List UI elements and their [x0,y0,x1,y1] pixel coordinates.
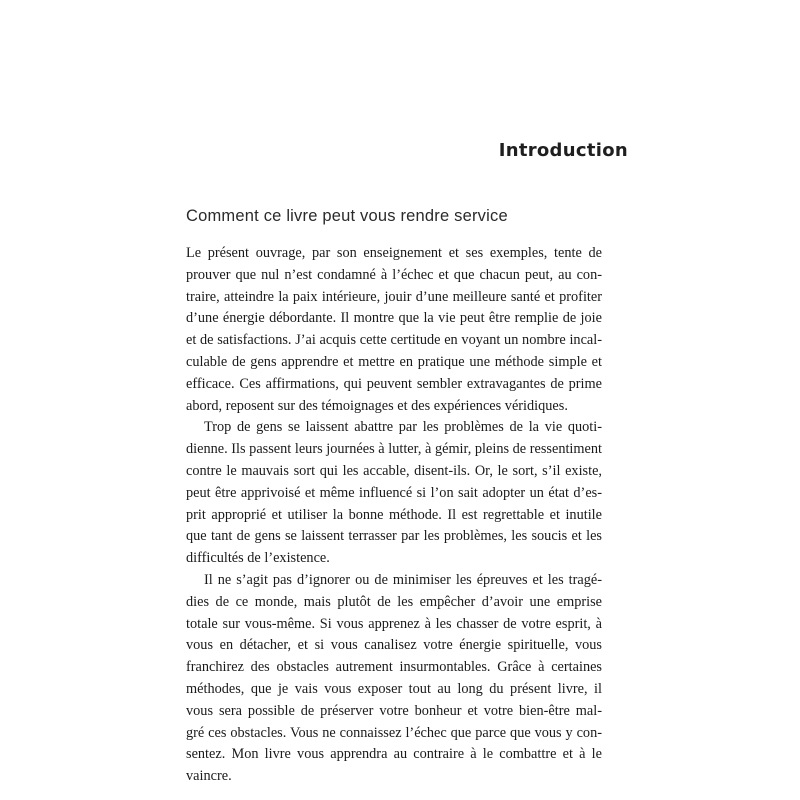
text-line: contre le mauvais sort qui les accable, disent-ils. Or, le sort, s’il existe, [186,462,602,479]
section-heading: Comment ce livre peut vous rendre service [186,207,508,225]
text-line: abord, reposent sur des témoignages et des expériences véridiques. [186,397,568,414]
text-line: totale sur vous-même. Si vous apprenez à les chasser de votre esprit, à [186,615,602,632]
text-line: franchirez des obstacles autrement insurmontables. Grâce à certaines [186,659,602,676]
text-line: que tant de gens se laissent terrasser par les problèmes, les soucis et les [186,528,602,545]
text-line: sentez. Mon livre vous apprendra au contraire à le combattre et à le [186,746,602,763]
text-line: Trop de gens se laissent abattre par les problèmes de la vie quoti- [204,419,602,436]
text-line: efficace. Ces affirmations, qui peuvent sembler extravagantes de prime [186,375,602,392]
paragraph-1 [186,243,602,417]
text-line: gré ces obstacles. Vous ne connaissez l’échec que parce que vous y con- [186,724,602,741]
text-line: culable de gens apprendre et mettre en pratique une méthode simple et [186,353,602,370]
paragraph-3 [186,570,602,788]
text-line: Il ne s’agit pas d’ignorer ou de minimiser les épreuves et les tragé- [204,571,602,588]
paragraph-2 [186,417,602,570]
text-line: d’une énergie débordante. Il montre que la vie peut être remplie de joie [186,310,602,327]
text-line: vaincre. [186,768,232,785]
body-text [186,243,602,788]
text-line: et de satisfactions. J’ai acquis cette certitude en voyant un nombre incal- [186,332,602,349]
text-line: dienne. Ils passent leurs journées à lutter, à gémir, pleins de ressentiment [186,441,602,458]
text-line: difficultés de l’existence. [186,550,330,567]
text-line: méthodes, que je vais vous exposer tout au long du présent livre, il [186,680,602,697]
text-line: vous en détacher, et si vous canalisez votre énergie spirituelle, vous [186,637,602,654]
text-line: vous sera possible de préserver votre bonheur et votre bien-être mal- [186,702,602,719]
text-line: prit approprié et utiliser la bonne méthode. Il est regrettable et inutile [186,506,602,523]
text-line: Le présent ouvrage, par son enseignement et ses exemples, tente de [186,245,602,261]
text-line: peut être apprivoisé et même influencé si l’on sait adopter un état d’es- [186,484,602,501]
text-line: traire, atteindre la paix intérieure, jouir d’une meilleure santé et profiter [186,288,602,305]
chapter-title: Introduction [498,140,628,161]
text-line: prouver que nul n’est condamné à l’échec et que chacun peut, au con- [186,266,602,283]
text-line: dies de ce monde, mais plutôt de les empêcher d’avoir une emprise [186,593,602,610]
